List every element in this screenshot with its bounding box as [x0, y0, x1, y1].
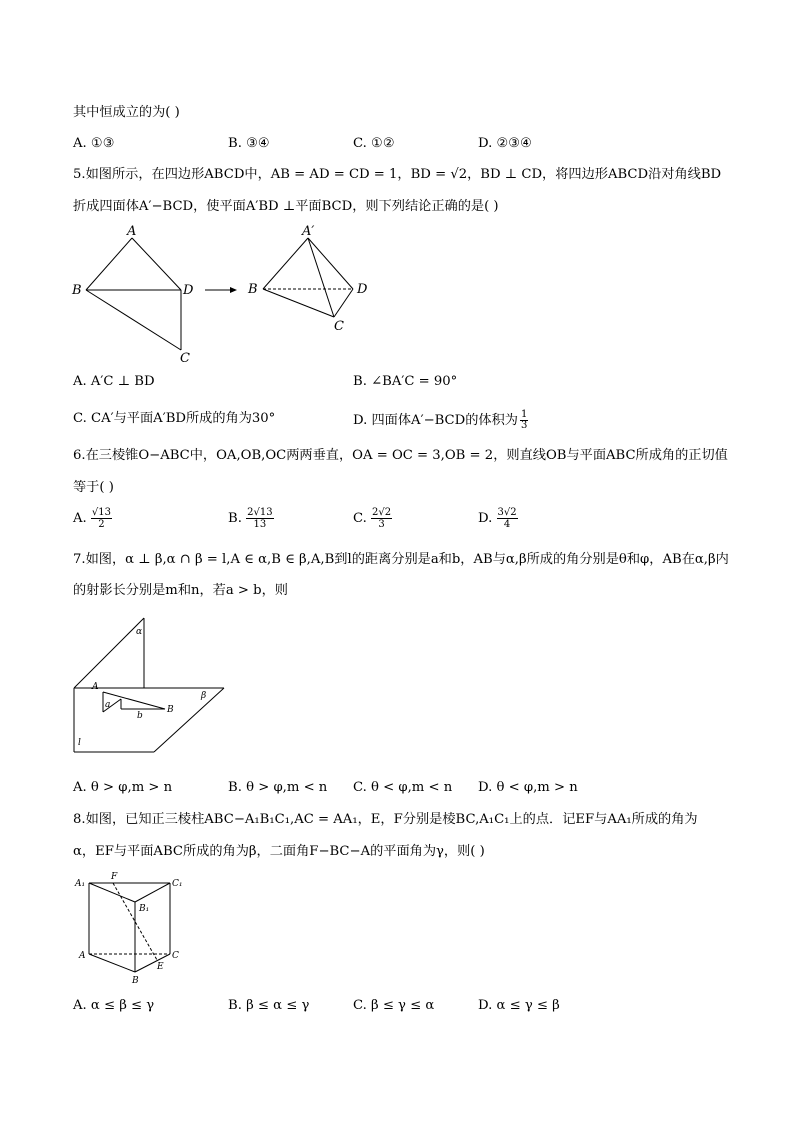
- q6-option-b-num: 2√13: [247, 507, 273, 518]
- q7-option-c: C. θ < φ,m < n: [353, 780, 453, 795]
- q7-fig-label-l: l: [78, 738, 81, 748]
- q5-fig-right-label-d: D: [357, 282, 368, 297]
- q5-option-d-fraction: [520, 410, 528, 431]
- q5-figure-tetrahedron: [245, 222, 375, 337]
- q5-option-b: B. ∠BA′C = 90°: [353, 374, 458, 389]
- q6-option-a-fraction: [91, 507, 112, 530]
- q8-fig-label-b1: B₁: [139, 904, 150, 914]
- q5-stem-line1: 5.如图所示，在四边形ABCD中，AB = AD = CD = 1，BD = √2，BD ⊥ CD，将四边形ABCD沿对角线BD: [73, 167, 722, 182]
- q5-option-d-num: 1: [520, 409, 528, 420]
- q8-fig-label-a: A: [79, 951, 86, 961]
- q5-fig-left-label-a: A: [127, 224, 137, 239]
- q8-figure-prism: [73, 868, 193, 988]
- q7-fig-label-beta: β: [201, 691, 207, 701]
- q6-option-d-den: 4: [503, 519, 511, 530]
- q6-stem-line1: 6.在三棱锥O−ABC中，OA,OB,OC两两垂直，OA = OC = 3,OB = 2，则直线OB与平面ABC所成角的正切值: [73, 448, 728, 463]
- q6-option-a: [73, 507, 112, 530]
- q4-option-b: B. ③④: [228, 136, 270, 151]
- q8-option-c: C. β ≤ γ ≤ α: [353, 998, 435, 1013]
- q7-stem-line2: 的射影长分别是m和n，若a > b，则: [73, 583, 288, 598]
- q6-option-b-label: B.: [228, 511, 242, 526]
- q7-fig-label-b-point: B: [167, 705, 174, 715]
- q5-stem-line2: 折成四面体A′−BCD，使平面A′BD ⊥平面BCD，则下列结论正确的是( ): [73, 199, 499, 214]
- q5-fig-right-label-c: C: [334, 319, 344, 334]
- q7-fig-label-a-point: A: [92, 682, 99, 692]
- q7-fig-label-b-dist: b: [137, 711, 143, 721]
- q5-option-c: C. CA′与平面A′BD所成的角为30°: [73, 411, 276, 426]
- q8-option-b: B. β ≤ α ≤ γ: [228, 998, 310, 1013]
- q8-fig-label-f: F: [111, 872, 118, 882]
- q5-fig-left-label-b: B: [72, 283, 82, 298]
- q6-stem-line2: 等于( ): [73, 480, 114, 495]
- q6-option-c-fraction: [371, 507, 392, 530]
- q6-option-c-den: 3: [378, 519, 385, 530]
- q8-fig-label-c: C: [172, 951, 179, 961]
- q8-fig-label-e: E: [157, 962, 164, 972]
- q6-option-d-num: 3√2: [497, 507, 517, 518]
- q4-tail: 其中恒成立的为( ): [73, 105, 180, 120]
- q6-option-a-den: 2: [98, 519, 105, 530]
- q4-option-c: C. ①②: [353, 136, 395, 151]
- q5-fig-right-label-a: A′: [302, 224, 315, 239]
- q7-option-b: B. θ > φ,m < n: [228, 780, 328, 795]
- q8-option-d: D. α ≤ γ ≤ β: [478, 998, 560, 1013]
- q8-stem-line1: 8.如图，已知正三棱柱ABC−A₁B₁C₁,AC = AA₁，E，F分别是棱BC,A₁C₁上的点．记EF与AA₁所成的角为: [73, 812, 698, 827]
- q6-option-a-label: A.: [73, 511, 87, 526]
- q6-option-b-fraction: [246, 507, 273, 530]
- q5-option-d: [353, 410, 528, 431]
- q8-fig-label-c1: C₁: [172, 879, 183, 889]
- q8-fig-label-b: B: [132, 976, 139, 986]
- q5-figure-quadrilateral: [70, 222, 200, 367]
- q7-stem-line1: 7.如图，α ⊥ β,α ∩ β = l,A ∈ α,B ∈ β,A,B到l的距离分别是a和b，AB与α,β所成的角分别是θ和φ，AB在α,β内: [73, 552, 729, 567]
- q6-option-d-fraction: [497, 507, 518, 530]
- q7-option-d: D. θ < φ,m > n: [478, 780, 578, 795]
- q5-option-d-text: D. 四面体A′−BCD的体积为: [353, 413, 518, 428]
- q7-fig-label-alpha: α: [136, 627, 143, 637]
- q6-option-d-label: D.: [478, 511, 493, 526]
- q6-option-c-label: C.: [353, 511, 367, 526]
- q5-figure-arrow: [203, 284, 239, 296]
- q5-fig-left-label-d: D: [183, 283, 194, 298]
- q5-option-d-den: 3: [520, 420, 528, 431]
- q7-figure-planes: [70, 612, 230, 762]
- q5-fig-right-label-b: B: [248, 282, 258, 297]
- q5-option-a: A. A′C ⊥ BD: [73, 374, 155, 389]
- q6-option-b-den: 13: [253, 519, 267, 530]
- q6-option-b: [228, 507, 274, 530]
- q6-option-a-num: √13: [91, 507, 112, 518]
- q8-fig-label-a1: A₁: [75, 879, 86, 889]
- q8-stem-line2: α，EF与平面ABC所成的角为β，二面角F−BC−A的平面角为γ，则( ): [73, 844, 485, 859]
- q8-option-a: A. α ≤ β ≤ γ: [73, 998, 155, 1013]
- q4-option-a: A. ①③: [73, 136, 115, 151]
- q6-option-c-num: 2√2: [372, 507, 392, 518]
- q6-option-c: [353, 507, 392, 530]
- q6-option-d: [478, 507, 518, 530]
- q4-option-d: D. ②③④: [478, 136, 532, 151]
- q7-option-a: A. θ > φ,m > n: [73, 780, 173, 795]
- q5-fig-left-label-c: C: [180, 351, 190, 366]
- q7-fig-label-a-dist: a: [105, 700, 111, 710]
